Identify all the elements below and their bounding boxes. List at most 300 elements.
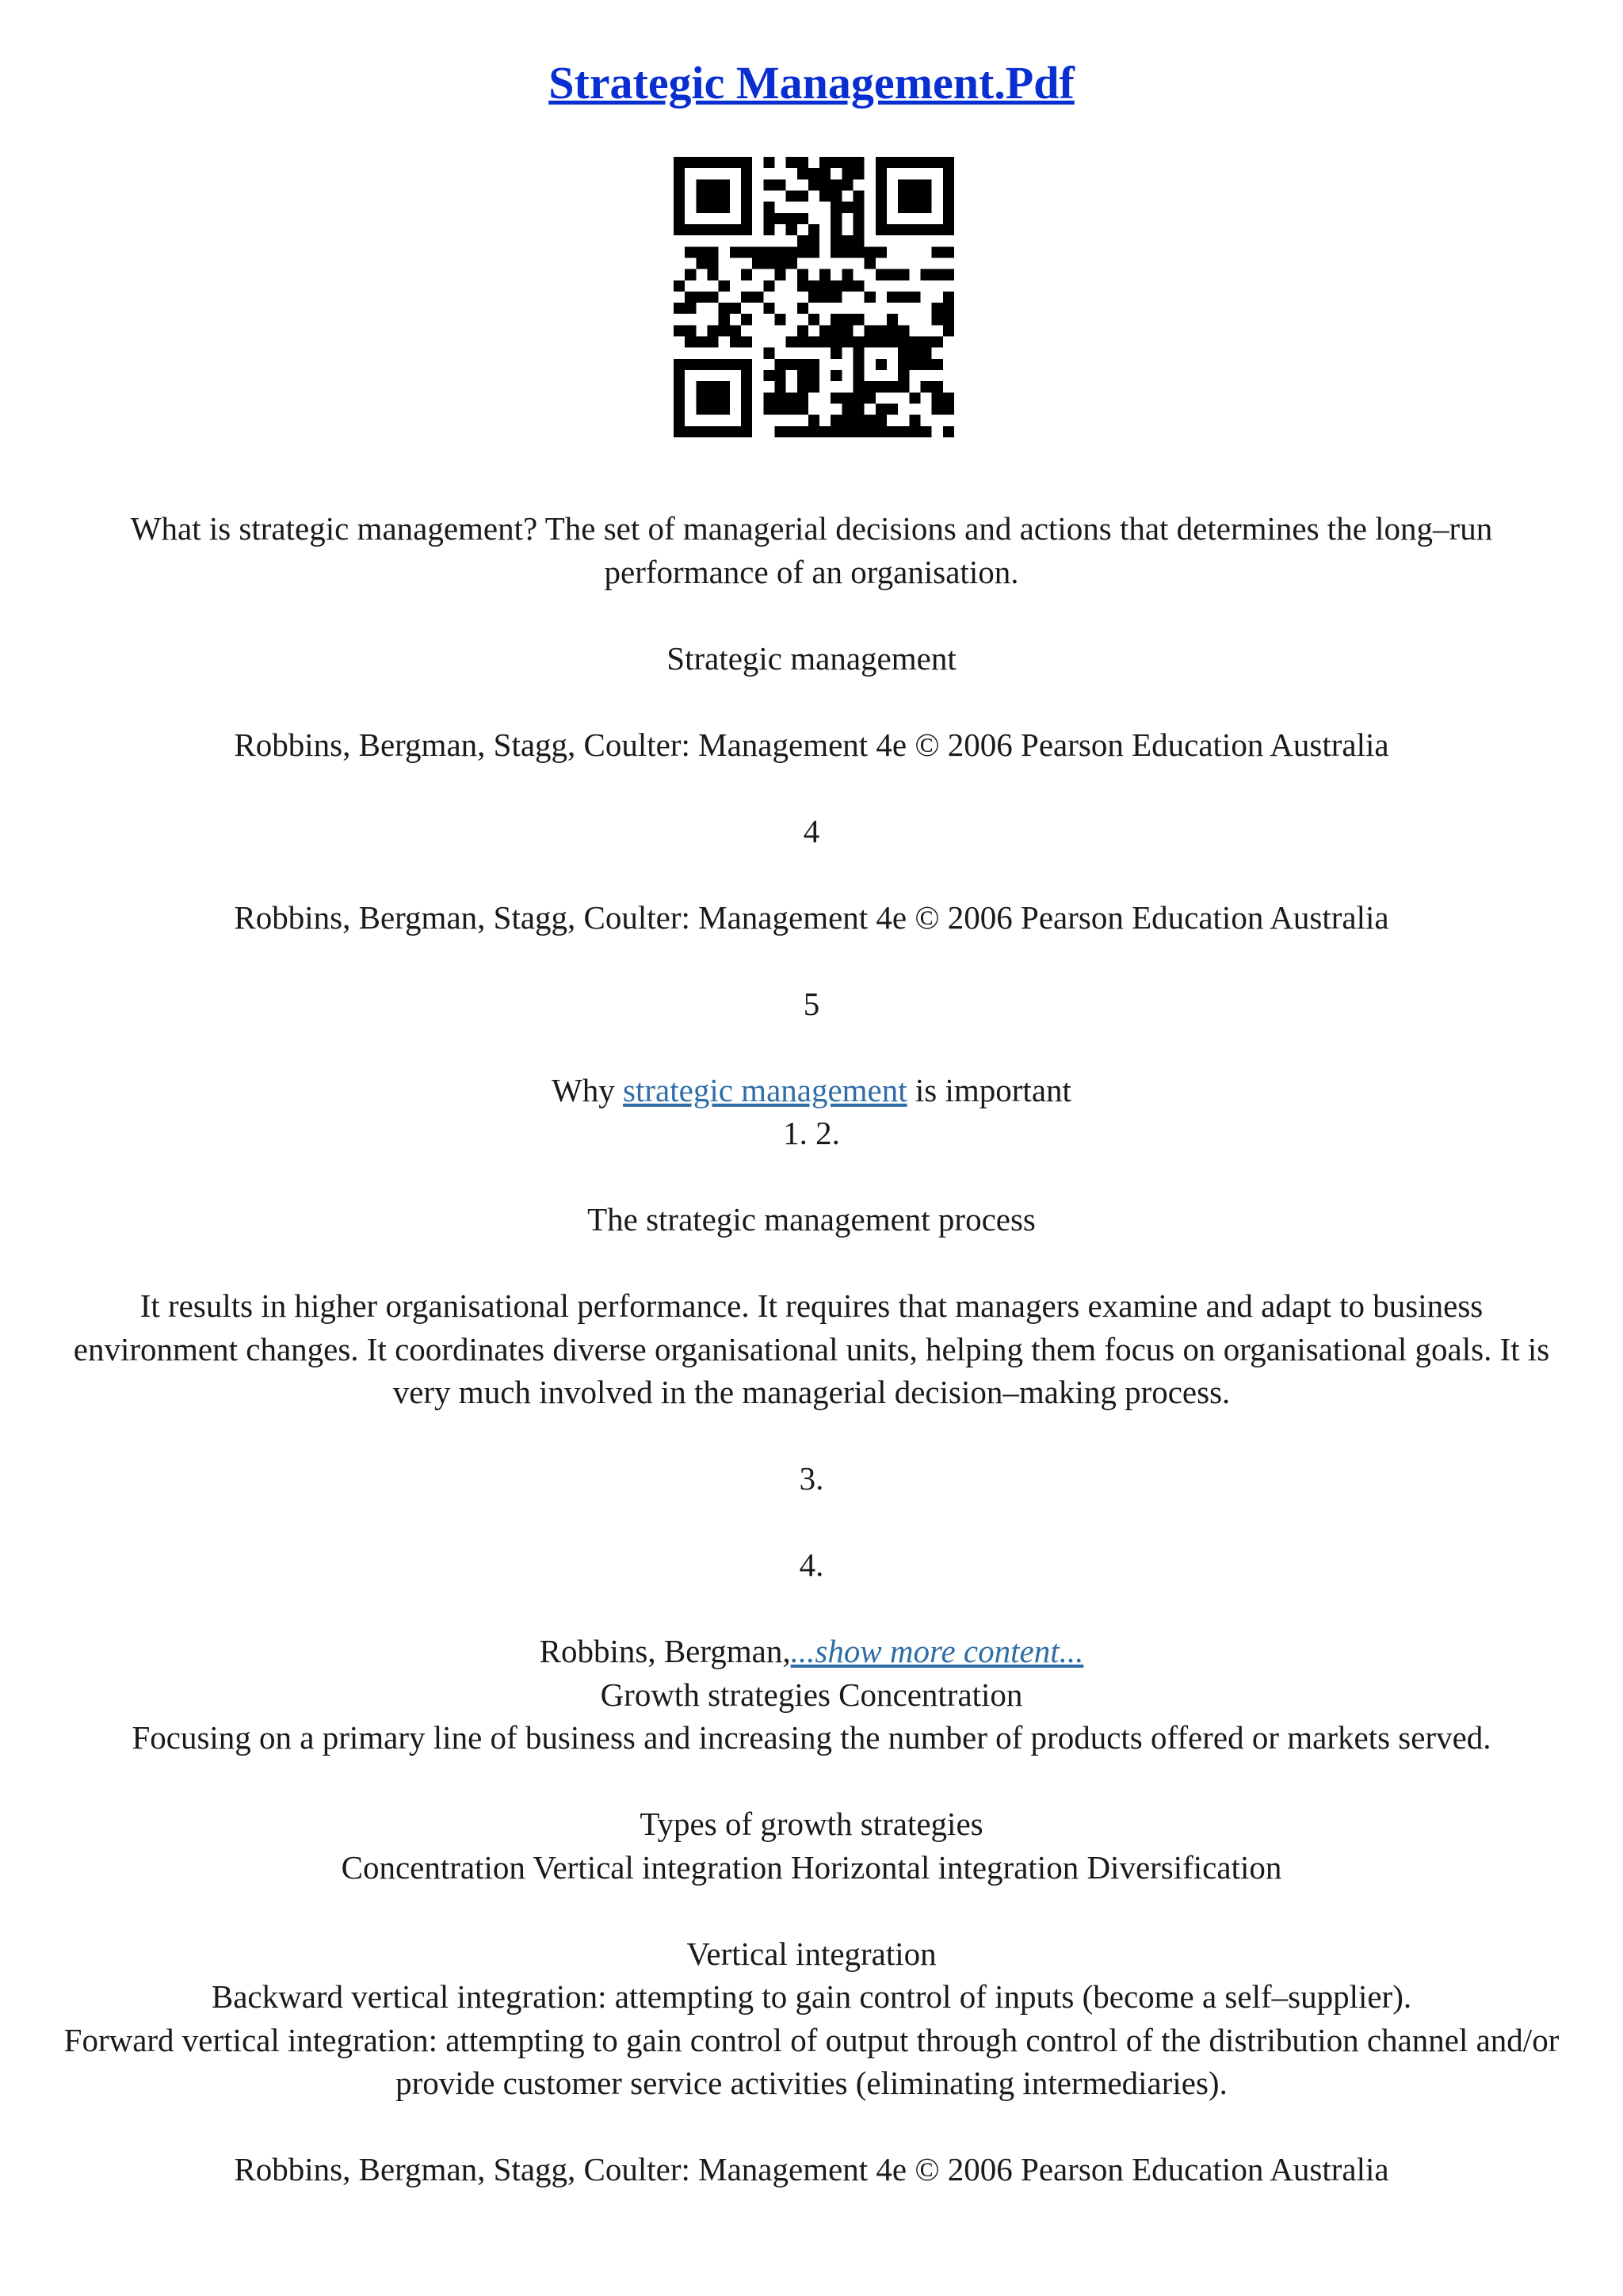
qr-module: [808, 381, 819, 392]
qr-module: [808, 292, 819, 303]
qr-module: [842, 325, 853, 336]
qr-module: [887, 426, 898, 437]
qr-module: [898, 202, 909, 213]
qr-module: [730, 303, 741, 314]
qr-module: [797, 190, 808, 201]
qr-module: [707, 404, 718, 415]
qr-module: [831, 292, 842, 303]
qr-module: [786, 404, 797, 415]
qr-module: [674, 404, 685, 415]
qr-module: [707, 202, 718, 213]
qr-module: [741, 359, 752, 370]
qr-module: [763, 213, 774, 224]
qr-module: [854, 280, 865, 292]
qr-module: [797, 426, 808, 437]
qr-module: [808, 280, 819, 292]
qr-module: [876, 269, 887, 280]
qr-module: [707, 392, 718, 403]
qr-module: [819, 157, 831, 168]
qr-module: [719, 179, 730, 190]
qr-module: [752, 246, 763, 257]
qr-module: [786, 392, 797, 403]
qr-module: [696, 257, 707, 269]
qr-module: [921, 202, 932, 213]
qr-module: [831, 415, 842, 426]
qr-module: [854, 213, 865, 224]
qr-module: [831, 190, 842, 201]
qr-module: [696, 337, 707, 348]
qr-module: [865, 292, 876, 303]
qr-module: [696, 426, 707, 437]
qr-module: [797, 168, 808, 179]
qr-module: [674, 168, 685, 179]
qr-module: [943, 404, 954, 415]
qr-module: [921, 426, 932, 437]
qr-module: [865, 257, 876, 269]
qr-module: [741, 426, 752, 437]
qr-module: [876, 202, 887, 213]
qr-module: [831, 348, 842, 359]
strategic-management-link[interactable]: strategic management: [623, 1071, 907, 1108]
qr-module: [898, 359, 909, 370]
qr-module: [909, 190, 920, 201]
qr-module: [854, 235, 865, 246]
qr-module: [797, 392, 808, 403]
qr-module: [876, 359, 887, 370]
qr-module: [696, 246, 707, 257]
qr-module: [786, 359, 797, 370]
qr-module: [932, 246, 943, 257]
qr-module: [763, 404, 774, 415]
qr-module: [887, 224, 898, 235]
qr-module: [685, 303, 696, 314]
qr-module: [842, 179, 853, 190]
qr-module: [932, 404, 943, 415]
qr-module: [932, 269, 943, 280]
qr-module: [842, 168, 853, 179]
qr-module: [898, 337, 909, 348]
qr-module: [854, 348, 865, 359]
qr-module: [674, 381, 685, 392]
qr-module: [854, 426, 865, 437]
qr-module: [674, 179, 685, 190]
qr-module: [707, 257, 718, 269]
heading-vertical: Vertical integration: [686, 1935, 937, 1972]
qr-module: [719, 426, 730, 437]
qr-module: [719, 202, 730, 213]
qr-module: [854, 168, 865, 179]
qr-module: [741, 224, 752, 235]
qr-module: [797, 325, 808, 336]
qr-module: [752, 257, 763, 269]
qr-module: [854, 381, 865, 392]
qr-module: [674, 280, 685, 292]
qr-module: [819, 179, 831, 190]
qr-module: [763, 280, 774, 292]
paragraph-intro: What is strategic management? The set of managerial decisions and actions that determines the long–run performance of an organisation.: [130, 510, 1493, 590]
qr-module: [876, 404, 887, 415]
list-number: 4.: [799, 1547, 824, 1583]
qr-module: [763, 157, 774, 168]
qr-module: [831, 280, 842, 292]
qr-module: [943, 202, 954, 213]
qr-module: [763, 348, 774, 359]
qr-module: [898, 190, 909, 201]
qr-module: [685, 246, 696, 257]
qr-module: [819, 168, 831, 179]
qr-module: [674, 157, 685, 168]
qr-module: [887, 325, 898, 336]
qr-module: [741, 190, 752, 201]
qr-module: [898, 224, 909, 235]
qr-module: [819, 190, 831, 201]
qr-module: [943, 269, 954, 280]
qr-module: [741, 292, 752, 303]
qr-module: [909, 292, 920, 303]
qr-module: [696, 179, 707, 190]
qr-module: [763, 202, 774, 213]
qr-module: [887, 404, 898, 415]
qr-module: [808, 370, 819, 381]
qr-module: [943, 392, 954, 403]
qr-module: [797, 404, 808, 415]
qr-module: [909, 337, 920, 348]
qr-module: [808, 426, 819, 437]
qr-module: [797, 235, 808, 246]
list-number: 3.: [799, 1460, 824, 1497]
qr-module: [797, 213, 808, 224]
qr-module: [909, 415, 920, 426]
qr-module: [707, 246, 718, 257]
qr-module: [854, 246, 865, 257]
qr-module: [719, 325, 730, 336]
qr-module: [797, 269, 808, 280]
qr-module: [842, 157, 853, 168]
page-title: [0, 57, 1623, 110]
slide-number: 4: [803, 812, 820, 849]
qr-module: [921, 179, 932, 190]
qr-module: [763, 179, 774, 190]
qr-module: [909, 359, 920, 370]
qr-module: [741, 415, 752, 426]
title-link[interactable]: Strategic Management.Pdf: [548, 57, 1075, 109]
qr-module: [774, 370, 785, 381]
qr-module: [831, 426, 842, 437]
qr-module: [943, 213, 954, 224]
qr-module: [808, 337, 819, 348]
qr-module: [730, 246, 741, 257]
qr-module: [842, 246, 853, 257]
qr-module: [797, 246, 808, 257]
qr-module: [674, 325, 685, 336]
qr-module: [730, 325, 741, 336]
qr-module: [774, 246, 785, 257]
qr-module: [831, 314, 842, 325]
qr-module: [741, 269, 752, 280]
qr-module: [831, 224, 842, 235]
qr-module: [932, 224, 943, 235]
qr-module: [865, 246, 876, 257]
qr-module: [674, 359, 685, 370]
qr-module: [707, 179, 718, 190]
qr-module: [943, 246, 954, 257]
qr-module: [741, 168, 752, 179]
qr-module: [865, 426, 876, 437]
qr-module: [932, 303, 943, 314]
heading-types: Types of growth strategies: [640, 1806, 983, 1842]
qr-module: [865, 325, 876, 336]
qr-module: [943, 303, 954, 314]
text-segment: Why: [552, 1071, 624, 1108]
qr-module: [943, 292, 954, 303]
qr-module: [707, 157, 718, 168]
qr-module: [842, 202, 853, 213]
qr-module: [696, 359, 707, 370]
qr-module: [831, 202, 842, 213]
qr-module: [774, 359, 785, 370]
qr-module: [797, 381, 808, 392]
qr-module: [876, 246, 887, 257]
qr-module: [808, 246, 819, 257]
qr-module: [741, 404, 752, 415]
text-segment: is important: [907, 1071, 1071, 1108]
qr-module: [696, 392, 707, 403]
qr-module: [831, 213, 842, 224]
qr-module: [741, 213, 752, 224]
qr-module: [719, 381, 730, 392]
qr-module: [674, 190, 685, 201]
qr-module: [741, 179, 752, 190]
qr-module: [898, 426, 909, 437]
qr-module: [842, 269, 853, 280]
qr-module: [730, 224, 741, 235]
qr-module: [674, 213, 685, 224]
qr-module: [707, 325, 718, 336]
qr-module: [831, 235, 842, 246]
qr-module: [898, 292, 909, 303]
qr-module: [921, 337, 932, 348]
qr-module: [774, 213, 785, 224]
qr-module: [674, 370, 685, 381]
qr-module: [921, 381, 932, 392]
qr-module: [921, 348, 932, 359]
qr-module: [898, 370, 909, 381]
qr-module: [932, 157, 943, 168]
qr-module: [741, 392, 752, 403]
qr-module: [763, 246, 774, 257]
qr-module: [808, 359, 819, 370]
qr-module: [774, 404, 785, 415]
qr-module: [887, 157, 898, 168]
qr-module: [854, 415, 865, 426]
qr-module: [842, 337, 853, 348]
qr-module: [685, 157, 696, 168]
qr-module: [786, 157, 797, 168]
qr-module: [909, 179, 920, 190]
qr-module: [707, 190, 718, 201]
qr-module: [887, 314, 898, 325]
qr-module: [876, 157, 887, 168]
qr-module: [719, 404, 730, 415]
qr-module: [719, 280, 730, 292]
qr-module: [865, 337, 876, 348]
qr-module: [876, 190, 887, 201]
qr-module: [865, 392, 876, 403]
qr-module: [774, 392, 785, 403]
qr-module: [831, 325, 842, 336]
qr-module: [752, 292, 763, 303]
qr-module: [842, 235, 853, 246]
qr-module: [786, 224, 797, 235]
citation: Robbins, Bergman, Stagg, Coulter: Management 4e © 2006 Pearson Education Australia: [234, 2151, 1389, 2187]
qr-module: [865, 415, 876, 426]
qr-module: [932, 392, 943, 403]
qr-module: [741, 157, 752, 168]
qr-module: [921, 157, 932, 168]
qr-module: [831, 157, 842, 168]
qr-module: [943, 157, 954, 168]
qr-module: [696, 292, 707, 303]
qr-module: [854, 224, 865, 235]
qr-module: [707, 269, 718, 280]
paragraph-types: Concentration Vertical integration Horizontal integration Diversification: [341, 1848, 1282, 1886]
qr-module: [898, 179, 909, 190]
qr-module: [774, 381, 785, 392]
qr-module: [774, 314, 785, 325]
qr-module: [808, 415, 819, 426]
heading-strategic-management: Strategic management: [666, 639, 957, 677]
qr-module: [943, 426, 954, 437]
qr-module: [831, 179, 842, 190]
qr-module: [854, 202, 865, 213]
qr-module: [819, 269, 831, 280]
qr-module: [674, 202, 685, 213]
qr-module: [909, 426, 920, 437]
qr-module: [696, 157, 707, 168]
qr-module: [674, 224, 685, 235]
qr-module: [741, 202, 752, 213]
qr-module: [707, 426, 718, 437]
qr-module: [932, 359, 943, 370]
qr-module: [730, 337, 741, 348]
qr-module: [719, 157, 730, 168]
qr-module: [876, 426, 887, 437]
qr-module: [707, 337, 718, 348]
qr-module: [685, 359, 696, 370]
show-more-link[interactable]: ...show more content...: [790, 1633, 1084, 1669]
qr-module: [674, 426, 685, 437]
qr-module: [943, 179, 954, 190]
qr-module: [741, 381, 752, 392]
qr-module: [808, 168, 819, 179]
qr-module: [876, 213, 887, 224]
qr-module: [707, 359, 718, 370]
qr-module: [808, 224, 819, 235]
heading-growth: Growth strategies Concentration: [600, 1676, 1023, 1713]
qr-module: [943, 314, 954, 325]
qr-module: [921, 190, 932, 201]
qr-module: [898, 381, 909, 392]
qr-module: [909, 224, 920, 235]
qr-module: [819, 426, 831, 437]
qr-module: [719, 392, 730, 403]
qr-module: [887, 269, 898, 280]
qr-module: [707, 224, 718, 235]
qr-module: [763, 303, 774, 314]
qr-module: [854, 190, 865, 201]
qr-module: [842, 426, 853, 437]
qr-module: [774, 426, 785, 437]
qr-module: [831, 246, 842, 257]
qr-module: [797, 280, 808, 292]
qr-module: [797, 157, 808, 168]
qr-module: [797, 303, 808, 314]
paragraph-forward: Forward vertical integration: attempting to gain control of output through control of the distribution channel and/or provide customer service activities (eliminating intermediaries).: [63, 2021, 1560, 2101]
qr-module: [842, 314, 853, 325]
qr-module: [719, 224, 730, 235]
qr-module: [876, 168, 887, 179]
qr-module: [696, 404, 707, 415]
citation: Robbins, Bergman, Stagg, Coulter: Management 4e © 2006 Pearson Education Australia: [234, 726, 1389, 763]
qr-module: [854, 359, 865, 370]
qr-module: [819, 325, 831, 336]
qr-module: [786, 257, 797, 269]
qr-module: [730, 426, 741, 437]
citation: Robbins, Bergman, Stagg, Coulter: Management 4e © 2006 Pearson Education Australia: [234, 898, 1389, 936]
qr-module: [797, 370, 808, 381]
qr-module: [865, 381, 876, 392]
qr-module: [898, 157, 909, 168]
qr-module: [909, 202, 920, 213]
qr-module: [808, 179, 819, 190]
qr-module: [854, 314, 865, 325]
qr-module: [707, 292, 718, 303]
qr-module: [786, 426, 797, 437]
qr-module: [943, 168, 954, 179]
qr-module: [943, 224, 954, 235]
qr-module: [685, 426, 696, 437]
qr-module: [876, 179, 887, 190]
qr-module: [842, 280, 853, 292]
qr-module: [854, 337, 865, 348]
qr-module: [819, 292, 831, 303]
paragraph-concentration: Focusing on a primary line of business and increasing the number of products offered or markets served.: [132, 1719, 1491, 1756]
text-segment: Robbins, Bergman,: [539, 1633, 791, 1669]
qr-module: [685, 292, 696, 303]
qr-module: [921, 359, 932, 370]
qr-module: [730, 157, 741, 168]
qr-module: [909, 348, 920, 359]
qr-module: [741, 337, 752, 348]
list-numbers: 1. 2.: [783, 1115, 840, 1151]
qr-module: [943, 190, 954, 201]
qr-module: [808, 314, 819, 325]
qr-module: [898, 269, 909, 280]
qr-module: [943, 325, 954, 336]
qr-module: [842, 404, 853, 415]
qr-module: [719, 190, 730, 201]
qr-module: [932, 337, 943, 348]
qr-module: [763, 392, 774, 403]
qr-module: [819, 337, 831, 348]
qr-module: [898, 325, 909, 336]
qr-module: [842, 392, 853, 403]
qr-module: [696, 202, 707, 213]
qr-module: [932, 381, 943, 392]
qr-module: [685, 269, 696, 280]
document-body: [63, 507, 1560, 2191]
qr-module: [876, 337, 887, 348]
